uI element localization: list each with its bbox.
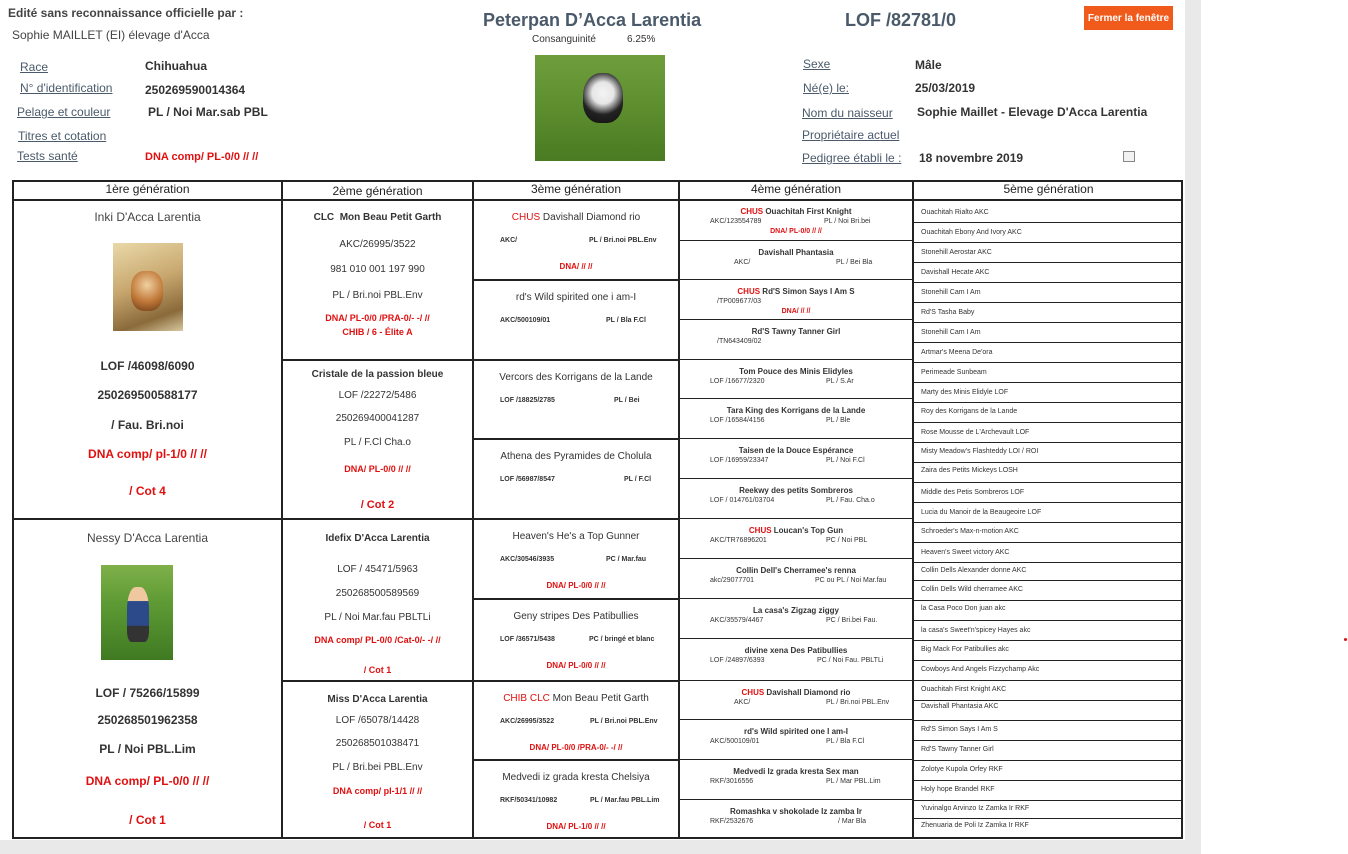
- gen2-0-name[interactable]: CLC Mon Beau Petit Garth: [313, 212, 442, 223]
- gen4-15-name[interactable]: Romashka v shokolade Iz zamba Ir: [729, 807, 863, 816]
- col-gen4: 4ème génération: [750, 182, 842, 196]
- gen4-14-color: PL / Mar PBL.Lim: [826, 778, 881, 785]
- bottom-margin: [0, 840, 1201, 854]
- gen3-6-name[interactable]: CHIB CLC Mon Beau Petit Garth: [503, 693, 649, 704]
- gen5-1-name[interactable]: Ouachitah Ebony And Ivory AKC: [921, 229, 1022, 236]
- lof-number: LOF /82781/0: [845, 10, 957, 30]
- gen4-15-color: / Mar Bla: [838, 818, 867, 825]
- gen1-sire-id: 250269500588177: [97, 388, 198, 402]
- gen1-sire-color: / Fau. Bri.noi: [111, 418, 184, 432]
- sire-photo: [113, 243, 183, 331]
- gen1-dam-id: 250268501962358: [97, 713, 198, 727]
- breeder-name: Sophie MAILLET (EI) élevage d'Acca: [12, 28, 210, 42]
- pelage-value: PL / Noi Mar.sab PBL: [148, 105, 268, 119]
- gen3-5-name[interactable]: Geny stripes Des Patibullies: [513, 611, 639, 622]
- gen4-1-reg: AKC/: [734, 259, 751, 266]
- gen5-10-name[interactable]: Roy des Korrigans de la Lande: [921, 408, 1018, 415]
- gen3-6-color: PL / Bri.noi PBL.Env: [590, 718, 658, 725]
- gen2-0-dna: DNA/ PL-0/0 /PRA-0/- -/ //: [325, 313, 430, 323]
- gen4-4-color: PL / S.Ar: [826, 378, 854, 385]
- gen5-30-name[interactable]: Yuvinalgo Arvinzo Iz Zamka Ir RKF: [921, 805, 1030, 812]
- gen3-4-name[interactable]: Heaven's He's a Top Gunner: [512, 531, 640, 542]
- gen4-2-name[interactable]: CHUS Rd'S Simon Says I Am S: [737, 287, 855, 296]
- gen5-16-name[interactable]: Schroeder's Max-n-motion AKC: [921, 528, 1019, 535]
- gen4-1-name[interactable]: Davishall Phantasia: [758, 248, 834, 257]
- gen1-dam-name[interactable]: Nessy D'Acca Larentia: [86, 531, 208, 545]
- gen2-3-name[interactable]: Miss D'Acca Larentia: [327, 694, 428, 705]
- gen3-5-reg: LOF /36571/5438: [500, 636, 555, 643]
- gen2-0-color: PL / Bri.noi PBL.Env: [332, 290, 423, 301]
- gen5-5-name[interactable]: Rd'S Tasha Baby: [921, 309, 975, 316]
- id-value: 250269590014364: [145, 83, 246, 97]
- gen5-27-name[interactable]: Rd'S Tawny Tanner Girl: [921, 746, 994, 753]
- gen5-20-name[interactable]: la Casa Poco Don juan akc: [921, 605, 1006, 612]
- gen4-0-color: PL / Noi Bri.bei: [824, 218, 871, 225]
- red-dot: [1344, 638, 1347, 641]
- gen4-11-reg: LOF /24897/6393: [710, 657, 765, 664]
- gen5-2-name[interactable]: Stonehill Aerostar AKC: [921, 249, 992, 256]
- gen3-0-color: PL / Bri.noi PBL.Env: [589, 237, 657, 244]
- gen2-1-name[interactable]: Cristale de la passion bleue: [311, 369, 444, 380]
- col-gen2: 2ème génération: [332, 184, 423, 198]
- gen4-11-name[interactable]: divine xena Des Patibullies: [744, 646, 848, 655]
- race-value: Chihuahua: [145, 59, 207, 73]
- dam-photo: [101, 565, 173, 660]
- gen5-29-name[interactable]: Holy hope Brandel RKF: [921, 786, 995, 793]
- gen3-4-dna: DNA/ PL-0/0 // //: [546, 581, 606, 590]
- gen3-5-dna: DNA/ PL-0/0 // //: [546, 661, 606, 670]
- gen4-0-dna: DNA/ PL-0/0 // //: [770, 228, 822, 235]
- gen3-0-name[interactable]: CHUS Davishall Diamond rio: [511, 212, 641, 223]
- scrollbar-track[interactable]: [1185, 0, 1201, 854]
- gen2-3-dna: DNA comp/ pl-1/1 // //: [332, 786, 423, 796]
- gen1-sire-dna: DNA comp/ pl-1/0 // //: [88, 447, 207, 461]
- gen4-9-reg: akc/29077701: [710, 577, 754, 584]
- gen3-6-dna: DNA/ PL-0/0 /PRA-0/- -/ //: [529, 743, 623, 752]
- gen4-8-color: PC / Noi PBL: [826, 537, 868, 544]
- gen4-4-name[interactable]: Tom Pouce des Minis Elidyles: [739, 367, 853, 376]
- gen4-10-color: PC / Bri.bei Fau.: [826, 617, 878, 624]
- gen4-2-dna: DNA/ // //: [781, 308, 811, 315]
- gen4-7-reg: LOF / 014761/03704: [710, 497, 775, 504]
- tests-value: DNA comp/ PL-0/0 // //: [145, 151, 259, 163]
- gen2-0-reg: AKC/26995/3522: [339, 239, 416, 250]
- gen2-0-extra: CHIB / 6 - Élite A: [342, 327, 413, 337]
- gen3-3-reg: LOF /56987/8547: [500, 476, 555, 483]
- gen5-19-name[interactable]: Collin Dells Wild cherramee AKC: [921, 586, 1023, 593]
- gen3-1-color: PL / Bla F.Cl: [606, 317, 646, 324]
- gen2-2-reg: LOF / 45471/5963: [337, 564, 418, 575]
- gen2-1-cot: / Cot 2: [360, 499, 395, 511]
- gen2-0-id: 981 010 001 197 990: [330, 264, 425, 275]
- gen4-0-name[interactable]: CHUS Ouachitah First Knight: [740, 207, 852, 216]
- gen1-dam-lof: LOF / 75266/15899: [95, 686, 200, 700]
- id-label: N° d'identification: [20, 81, 113, 95]
- gen4-14-reg: RKF/3016556: [710, 778, 754, 785]
- breeder-value: Sophie Maillet - Elevage D'Acca Larentia: [917, 105, 1148, 119]
- gen4-3-reg: /TN643409/02: [717, 338, 762, 345]
- gen4-9-color: PC ou PL / Noi Mar.fau: [815, 577, 887, 584]
- sexe-value: Mâle: [915, 58, 942, 72]
- titres-label: Titres et cotation: [18, 129, 107, 143]
- gen3-4-reg: AKC/30546/3935: [500, 556, 555, 563]
- gen1-dam-color: PL / Noi PBL.Lim: [99, 742, 196, 756]
- gen2-3-cot: / Cot 1: [363, 820, 392, 830]
- gen2-1-dna: DNA/ PL-0/0 // //: [344, 464, 411, 474]
- gen3-1-name[interactable]: rd's Wild spirited one i am-I: [515, 292, 637, 303]
- gen2-2-color: PL / Noi Mar.fau PBLTLi: [324, 612, 431, 623]
- gen4-13-name[interactable]: rd's Wild spirited one I am-I: [743, 727, 849, 736]
- gen4-11-color: PC / Noi Fau. PBLTLi: [817, 657, 884, 664]
- tests-label: Tests santé: [17, 149, 78, 163]
- gen5-22-name[interactable]: Big Mack For Patibullies akc: [921, 646, 1009, 653]
- gen4-3-name[interactable]: Rd'S Tawny Tanner Girl: [751, 327, 841, 336]
- gen2-3-color: PL / Bri.bei PBL.Env: [332, 762, 423, 773]
- gen5-24-name[interactable]: Ouachitah First Knight AKC: [921, 686, 1007, 693]
- dog-photo: [535, 55, 665, 161]
- gen3-7-color: PL / Mar.fau PBL.Lim: [590, 797, 660, 804]
- gen5-4-name[interactable]: Stonehill Cam I Am: [921, 289, 981, 296]
- gen3-5-color: PC / bringé et blanc: [589, 636, 655, 643]
- gen4-12-reg: AKC/: [734, 699, 751, 706]
- gen2-2-id: 250268500589569: [335, 588, 420, 599]
- gen5-9-name[interactable]: Marty des Minis Elidyle LOF: [921, 389, 1009, 396]
- breeder-label: Nom du naisseur: [802, 106, 893, 120]
- pelage-label: Pelage et couleur: [17, 105, 111, 119]
- gen4-5-reg: LOF /16584/4156: [710, 417, 765, 424]
- gen3-4-color: PC / Mar.fau: [606, 556, 647, 563]
- gen5-14-name[interactable]: Middle des Petis Sombreros LOF: [921, 489, 1025, 496]
- gen3-2-name[interactable]: Vercors des Korrigans de la Lande: [499, 372, 653, 383]
- gen4-6-reg: LOF /16959/23347: [710, 457, 769, 464]
- gen1-sire-lof: LOF /46098/6090: [100, 359, 195, 373]
- gen2-1-reg: LOF /22272/5486: [338, 390, 417, 401]
- gen4-5-color: PL / Ble: [826, 417, 851, 424]
- gen4-14-name[interactable]: Medvedi Iz grada kresta Sex man: [733, 767, 859, 776]
- gen5-13-name[interactable]: Zaira des Petits Mickeys LOSH: [921, 467, 1018, 474]
- gen3-2-color: PL / Bei: [614, 397, 640, 404]
- gen2-1-id: 250269400041287: [335, 413, 420, 424]
- gen1-dam-cot: / Cot 1: [129, 813, 166, 827]
- gen5-18-name[interactable]: Collin Dells Alexander donne AKC: [921, 567, 1027, 574]
- gen5-11-name[interactable]: Rose Mousse de L'Archevault LOF: [921, 429, 1030, 436]
- pedigree-date-label: Pedigree établi le :: [802, 151, 902, 165]
- gen3-7-name[interactable]: Medvedi iz grada kresta Chelsiya: [502, 772, 650, 783]
- gen4-10-name[interactable]: La casa's Zigzag ziggy: [753, 606, 839, 615]
- owner-label: Propriétaire actuel: [802, 128, 900, 142]
- gen5-26-name[interactable]: Rd'S Simon Says I Am S: [921, 726, 998, 733]
- gen4-13-color: PL / Bla F.Cl: [826, 738, 865, 745]
- gen4-5-name[interactable]: Tara King des Korrigans de la Lande: [726, 406, 866, 415]
- birth-value: 25/03/2019: [915, 81, 976, 95]
- edited-by-label: Edité sans reconnaissance officielle par :: [8, 6, 244, 20]
- gen4-4-reg: LOF /16677/2320: [710, 378, 765, 385]
- gen5-8-name[interactable]: Perimeade Sunbeam: [921, 369, 987, 376]
- gen4-12-color: PL / Bri.noi PBL.Env: [826, 699, 890, 706]
- gen4-12-name[interactable]: CHUS Davishall Diamond rio: [741, 688, 851, 697]
- gen2-2-cot: / Cot 1: [363, 665, 392, 675]
- gen2-1-color: PL / F.Cl Cha.o: [344, 437, 411, 448]
- col-gen3: 3ème génération: [530, 182, 622, 196]
- gen3-7-reg: RKF/50341/10982: [500, 797, 558, 804]
- gen4-7-color: PL / Fau. Cha.o: [826, 497, 875, 504]
- gen1-sire-name[interactable]: Inki D'Acca Larentia: [94, 210, 201, 224]
- gen4-1-color: PL / Bei Bla: [836, 259, 873, 266]
- gen2-2-dna: DNA comp/ PL-0/0 /Cat-0/- -/ //: [314, 635, 441, 645]
- close-window-button[interactable]: Fermer la fenêtre: [1084, 6, 1173, 30]
- gen4-10-reg: AKC/35579/4467: [710, 617, 764, 624]
- gen4-8-name[interactable]: CHUS Loucan's Top Gun: [748, 526, 844, 535]
- pedigree-date-value: 18 novembre 2019: [919, 151, 1024, 165]
- gen2-3-reg: LOF /65078/14428: [335, 715, 420, 726]
- sexe-label: Sexe: [803, 57, 831, 71]
- gen1-dam-dna: DNA comp/ PL-0/0 // //: [85, 774, 210, 788]
- gen3-6-reg: AKC/26995/3522: [500, 718, 555, 725]
- gen2-3-id: 250268501038471: [335, 738, 420, 749]
- gen4-15-reg: RKF/2532676: [710, 818, 754, 825]
- gen2-2-name[interactable]: Idefix D'Acca Larentia: [325, 533, 430, 544]
- gen4-8-reg: AKC/TR76896201: [710, 537, 767, 544]
- col-gen1: 1ère génération: [105, 182, 190, 196]
- gen3-0-dna: DNA/ // //: [559, 262, 593, 271]
- gen3-3-color: PL / F.Cl: [624, 476, 652, 483]
- birth-label: Né(e) le:: [803, 81, 850, 95]
- gen3-3-name[interactable]: Athena des Pyramides de Cholula: [500, 451, 652, 462]
- gen5-28-name[interactable]: Zolotye Kupola Orfey RKF: [921, 766, 1003, 773]
- gen5-23-name[interactable]: Cowboys And Angels Fizzychamp Akc: [921, 666, 1040, 673]
- gen5-25-name[interactable]: Davishall Phantasia AKC: [921, 703, 999, 710]
- gen4-6-name[interactable]: Taisen de la Douce Espérance: [738, 446, 854, 455]
- gen3-2-reg: LOF /18825/2785: [500, 397, 555, 404]
- gen4-0-reg: AKC/123554789: [710, 218, 762, 225]
- gen4-7-name[interactable]: Reekwy des petits Sombreros: [739, 486, 853, 495]
- gen5-7-name[interactable]: Artmar's Meena De'ora: [921, 349, 993, 356]
- gen5-15-name[interactable]: Lucia du Manoir de la Beaugeoire LOF: [921, 509, 1042, 516]
- gen4-9-name[interactable]: Collin Dell's Cherramee's renna: [736, 566, 856, 575]
- gen5-17-name[interactable]: Heaven's Sweet victory AKC: [921, 549, 1010, 556]
- gen5-6-name[interactable]: Stonehill Cam I Am: [921, 329, 981, 336]
- calendar-icon[interactable]: [1123, 151, 1135, 162]
- gen3-0-reg: AKC/: [500, 237, 518, 244]
- gen5-3-name[interactable]: Davishall Hecate AKC: [921, 269, 990, 276]
- gen1-sire-cot: / Cot 4: [129, 484, 166, 498]
- gen5-31-name[interactable]: Zhenuaria de Poli Iz Zamka Ir RKF: [921, 822, 1029, 829]
- consanguinity-label: Consanguinité: [532, 34, 596, 45]
- gen5-12-name[interactable]: Misty Meadow's Flashteddy LOI / ROI: [921, 448, 1039, 455]
- dog-name-title: Peterpan D’Acca Larentia: [483, 10, 702, 30]
- gen3-1-reg: AKC/500109/01: [500, 317, 551, 324]
- gen3-7-dna: DNA/ PL-1/0 // //: [546, 822, 606, 831]
- consanguinity-value: 6.25%: [627, 34, 656, 45]
- gen5-0-name[interactable]: Ouachitah Rialto AKC: [921, 209, 989, 216]
- gen4-13-reg: AKC/500109/01: [710, 738, 760, 745]
- race-label: Race: [20, 60, 49, 74]
- gen5-21-name[interactable]: la casa's Sweet'n'spicey Hayes akc: [921, 627, 1031, 634]
- col-gen5: 5ème génération: [1003, 182, 1094, 196]
- gen4-6-color: PL / Noi F.Cl: [826, 457, 865, 464]
- gen4-2-reg: /TP009677/03: [717, 298, 761, 305]
